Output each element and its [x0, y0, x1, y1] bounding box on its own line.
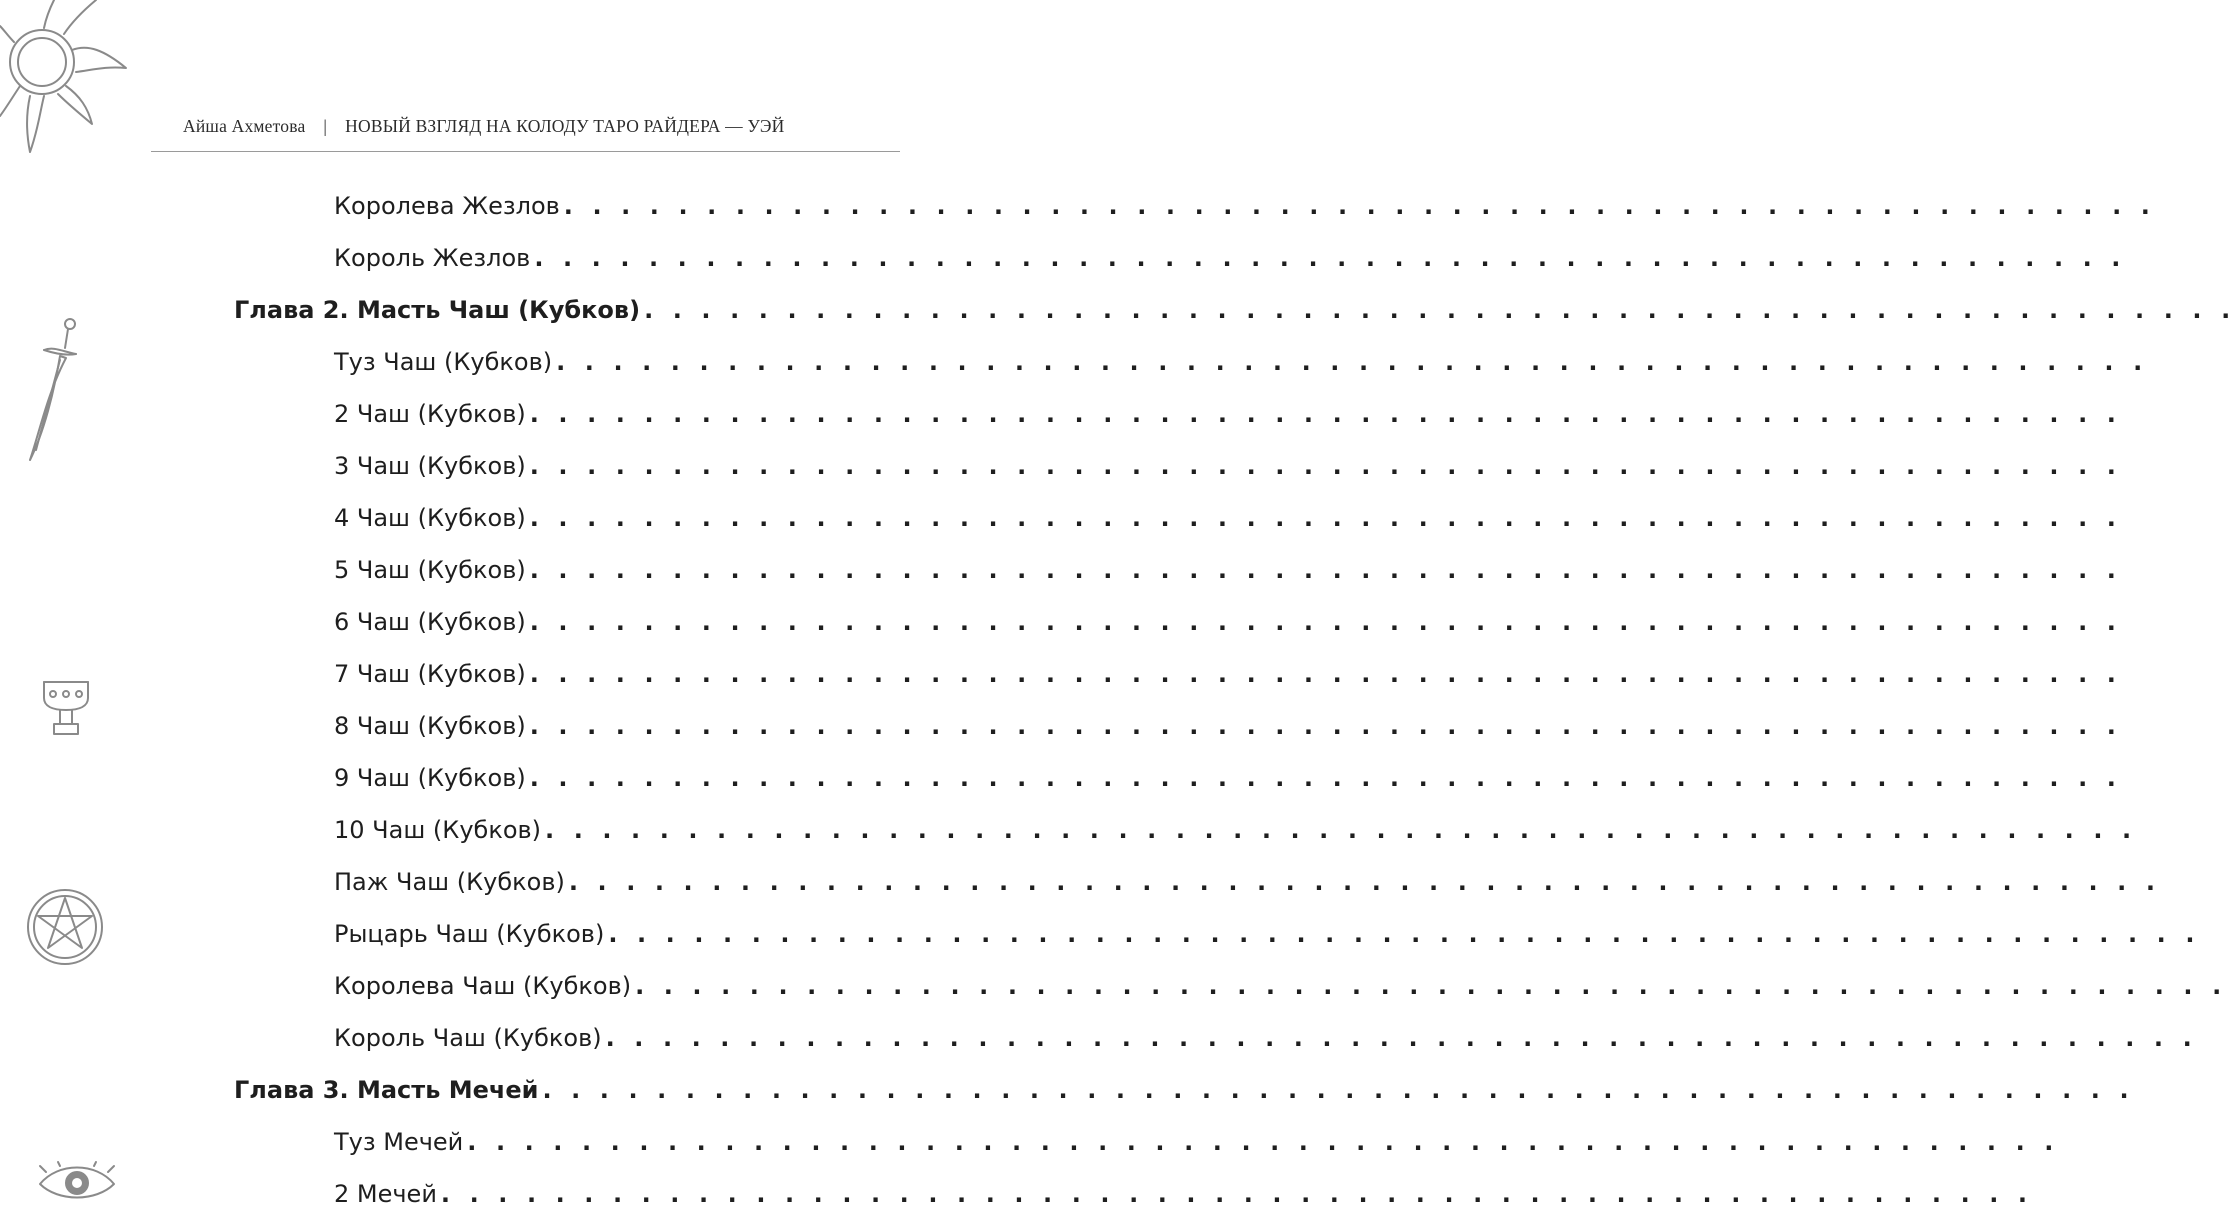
toc-entry-label: Рыцарь Чаш (Кубков) — [334, 920, 605, 948]
toc-chapter-label: Глава 2. Масть Чаш (Кубков) — [234, 296, 641, 324]
toc-entry-label: 3 Чаш (Кубков) — [334, 452, 526, 480]
toc-entry-label: Туз Мечей — [334, 1128, 464, 1156]
toc-entry — [0, 960, 2227, 1012]
toc-leader: . . . . . . . . . . . . . . . . . . . . . . . . . . . . . . . . . . . . . . . . . . . . . . . . . . . . . . . . — [608, 920, 2201, 948]
toc-leader: . . . . . . . . . . . . . . . . . . . . . . . . . . . . . . . . . . . . . . . . . . . . . . . . . . . . . . . . — [644, 296, 2236, 324]
toc-entry — [0, 856, 2161, 908]
toc-entry-label: 2 Мечей — [334, 1180, 437, 1208]
toc-leader: . . . . . . . . . . . . . . . . . . . . . . . . . . . . . . . . . . . . . . . . . . . . . . . . . . . . . . . . — [563, 192, 2156, 220]
toc-chapter-label: Глава 3. Масть Мечей — [234, 1076, 539, 1104]
toc-leader: . . . . . . . . . . . . . . . . . . . . . . . . . . . . . . . . . . . . . . . . . . . . . . . . . . . . . . . . — [467, 1128, 2059, 1156]
toc-entry-label: 9 Чаш (Кубков) — [334, 764, 526, 792]
author-name: Айша Ахметова — [183, 116, 306, 136]
toc-entry — [0, 232, 2127, 284]
toc-entry — [0, 1116, 2059, 1168]
toc-leader: . . . . . . . . . . . . . . . . . . . . . . . . . . . . . . . . . . . . . . . . . . . . . . . . . . . . . . . . — [605, 1024, 2198, 1052]
toc-entry-label: 2 Чаш (Кубков) — [334, 400, 526, 428]
toc-entry — [0, 804, 2137, 856]
toc-entry-label: 7 Чаш (Кубков) — [334, 660, 526, 688]
toc-entry-label: 6 Чаш (Кубков) — [334, 608, 526, 636]
toc-leader: . . . . . . . . . . . . . . . . . . . . . . . . . . . . . . . . . . . . . . . . . . . . . . . . . . . . . . . . — [529, 504, 2122, 532]
book-title: НОВЫЙ ВЗГЛЯД НА КОЛОДУ ТАРО РАЙДЕРА — УЭЙ — [345, 116, 785, 136]
header-separator: | — [323, 116, 328, 136]
toc-leader: . . . . . . . . . . . . . . . . . . . . . . . . . . . . . . . . . . . . . . . . . . . . . . . . . . . . . . . . — [568, 868, 2161, 896]
toc-entry-label: 10 Чаш (Кубков) — [334, 816, 542, 844]
toc-leader: . . . . . . . . . . . . . . . . . . . . . . . . . . . . . . . . . . . . . . . . . . . . . . . . . . . . . . . . — [529, 452, 2122, 480]
toc-leader: . . . . . . . . . . . . . . . . . . . . . . . . . . . . . . . . . . . . . . . . . . . . . . . . . . . . . . . . — [529, 608, 2122, 636]
sun-icon — [0, 0, 140, 170]
toc-entry-label: Король Чаш (Кубков) — [334, 1024, 602, 1052]
toc-leader: . . . . . . . . . . . . . . . . . . . . . . . . . . . . . . . . . . . . . . . . . . . . . . . . . . . . . . . . — [529, 712, 2122, 740]
toc-entry-label: 4 Чаш (Кубков) — [334, 504, 526, 532]
toc-leader: . . . . . . . . . . . . . . . . . . . . . . . . . . . . . . . . . . . . . . . . . . . . . . . . . . . . . . . . — [440, 1180, 2033, 1208]
toc-entry — [0, 752, 2122, 804]
running-header — [183, 116, 900, 137]
toc-leader: . . . . . . . . . . . . . . . . . . . . . . . . . . . . . . . . . . . . . . . . . . . . . . . . . . . . . . . . — [556, 348, 2148, 376]
toc-entry — [0, 544, 2122, 596]
toc-entry — [0, 596, 2122, 648]
toc-entry — [0, 336, 2148, 388]
toc-entry — [0, 908, 2201, 960]
header-rule — [151, 151, 900, 152]
toc-chapter-entry — [0, 284, 2236, 336]
toc-leader: . . . . . . . . . . . . . . . . . . . . . . . . . . . . . . . . . . . . . . . . . . . . . . . . . . . . . . . . — [542, 1076, 2135, 1104]
toc-chapter-entry — [0, 1064, 2135, 1116]
toc-leader: . . . . . . . . . . . . . . . . . . . . . . . . . . . . . . . . . . . . . . . . . . . . . . . . . . . . . . . . — [529, 764, 2122, 792]
toc-entry-label: Королева Жезлов — [334, 192, 560, 220]
toc-entry — [0, 700, 2122, 752]
toc-leader: . . . . . . . . . . . . . . . . . . . . . . . . . . . . . . . . . . . . . . . . . . . . . . . . . . . . . . . . — [529, 660, 2122, 688]
toc-entry — [0, 440, 2122, 492]
toc-entry-label: 8 Чаш (Кубков) — [334, 712, 526, 740]
toc-leader: . . . . . . . . . . . . . . . . . . . . . . . . . . . . . . . . . . . . . . . . . . . . . . . . . . . . . . . . — [529, 400, 2122, 428]
toc-entry — [0, 1168, 2033, 1220]
toc-leader: . . . . . . . . . . . . . . . . . . . . . . . . . . . . . . . . . . . . . . . . . . . . . . . . . . . . . . . . — [529, 556, 2122, 584]
toc-entry — [0, 388, 2122, 440]
toc-entry-label: Король Жезлов — [334, 244, 531, 272]
toc-entry-label: 5 Чаш (Кубков) — [334, 556, 526, 584]
toc-entry-label: Туз Чаш (Кубков) — [334, 348, 553, 376]
toc-entry-label: Паж Чаш (Кубков) — [334, 868, 565, 896]
toc-leader: . . . . . . . . . . . . . . . . . . . . . . . . . . . . . . . . . . . . . . . . . . . . . . . . . . . . . . . . — [545, 816, 2137, 844]
toc-entry-label: Королева Чаш (Кубков) — [334, 972, 632, 1000]
toc-entry — [0, 1012, 2198, 1064]
toc-entry — [0, 648, 2122, 700]
toc-entry — [0, 180, 2156, 232]
toc-entry — [0, 492, 2122, 544]
toc-leader: . . . . . . . . . . . . . . . . . . . . . . . . . . . . . . . . . . . . . . . . . . . . . . . . . . . . . . . . — [534, 244, 2127, 272]
toc-leader: . . . . . . . . . . . . . . . . . . . . . . . . . . . . . . . . . . . . . . . . . . . . . . . . . . . . . . . . — [635, 972, 2227, 1000]
